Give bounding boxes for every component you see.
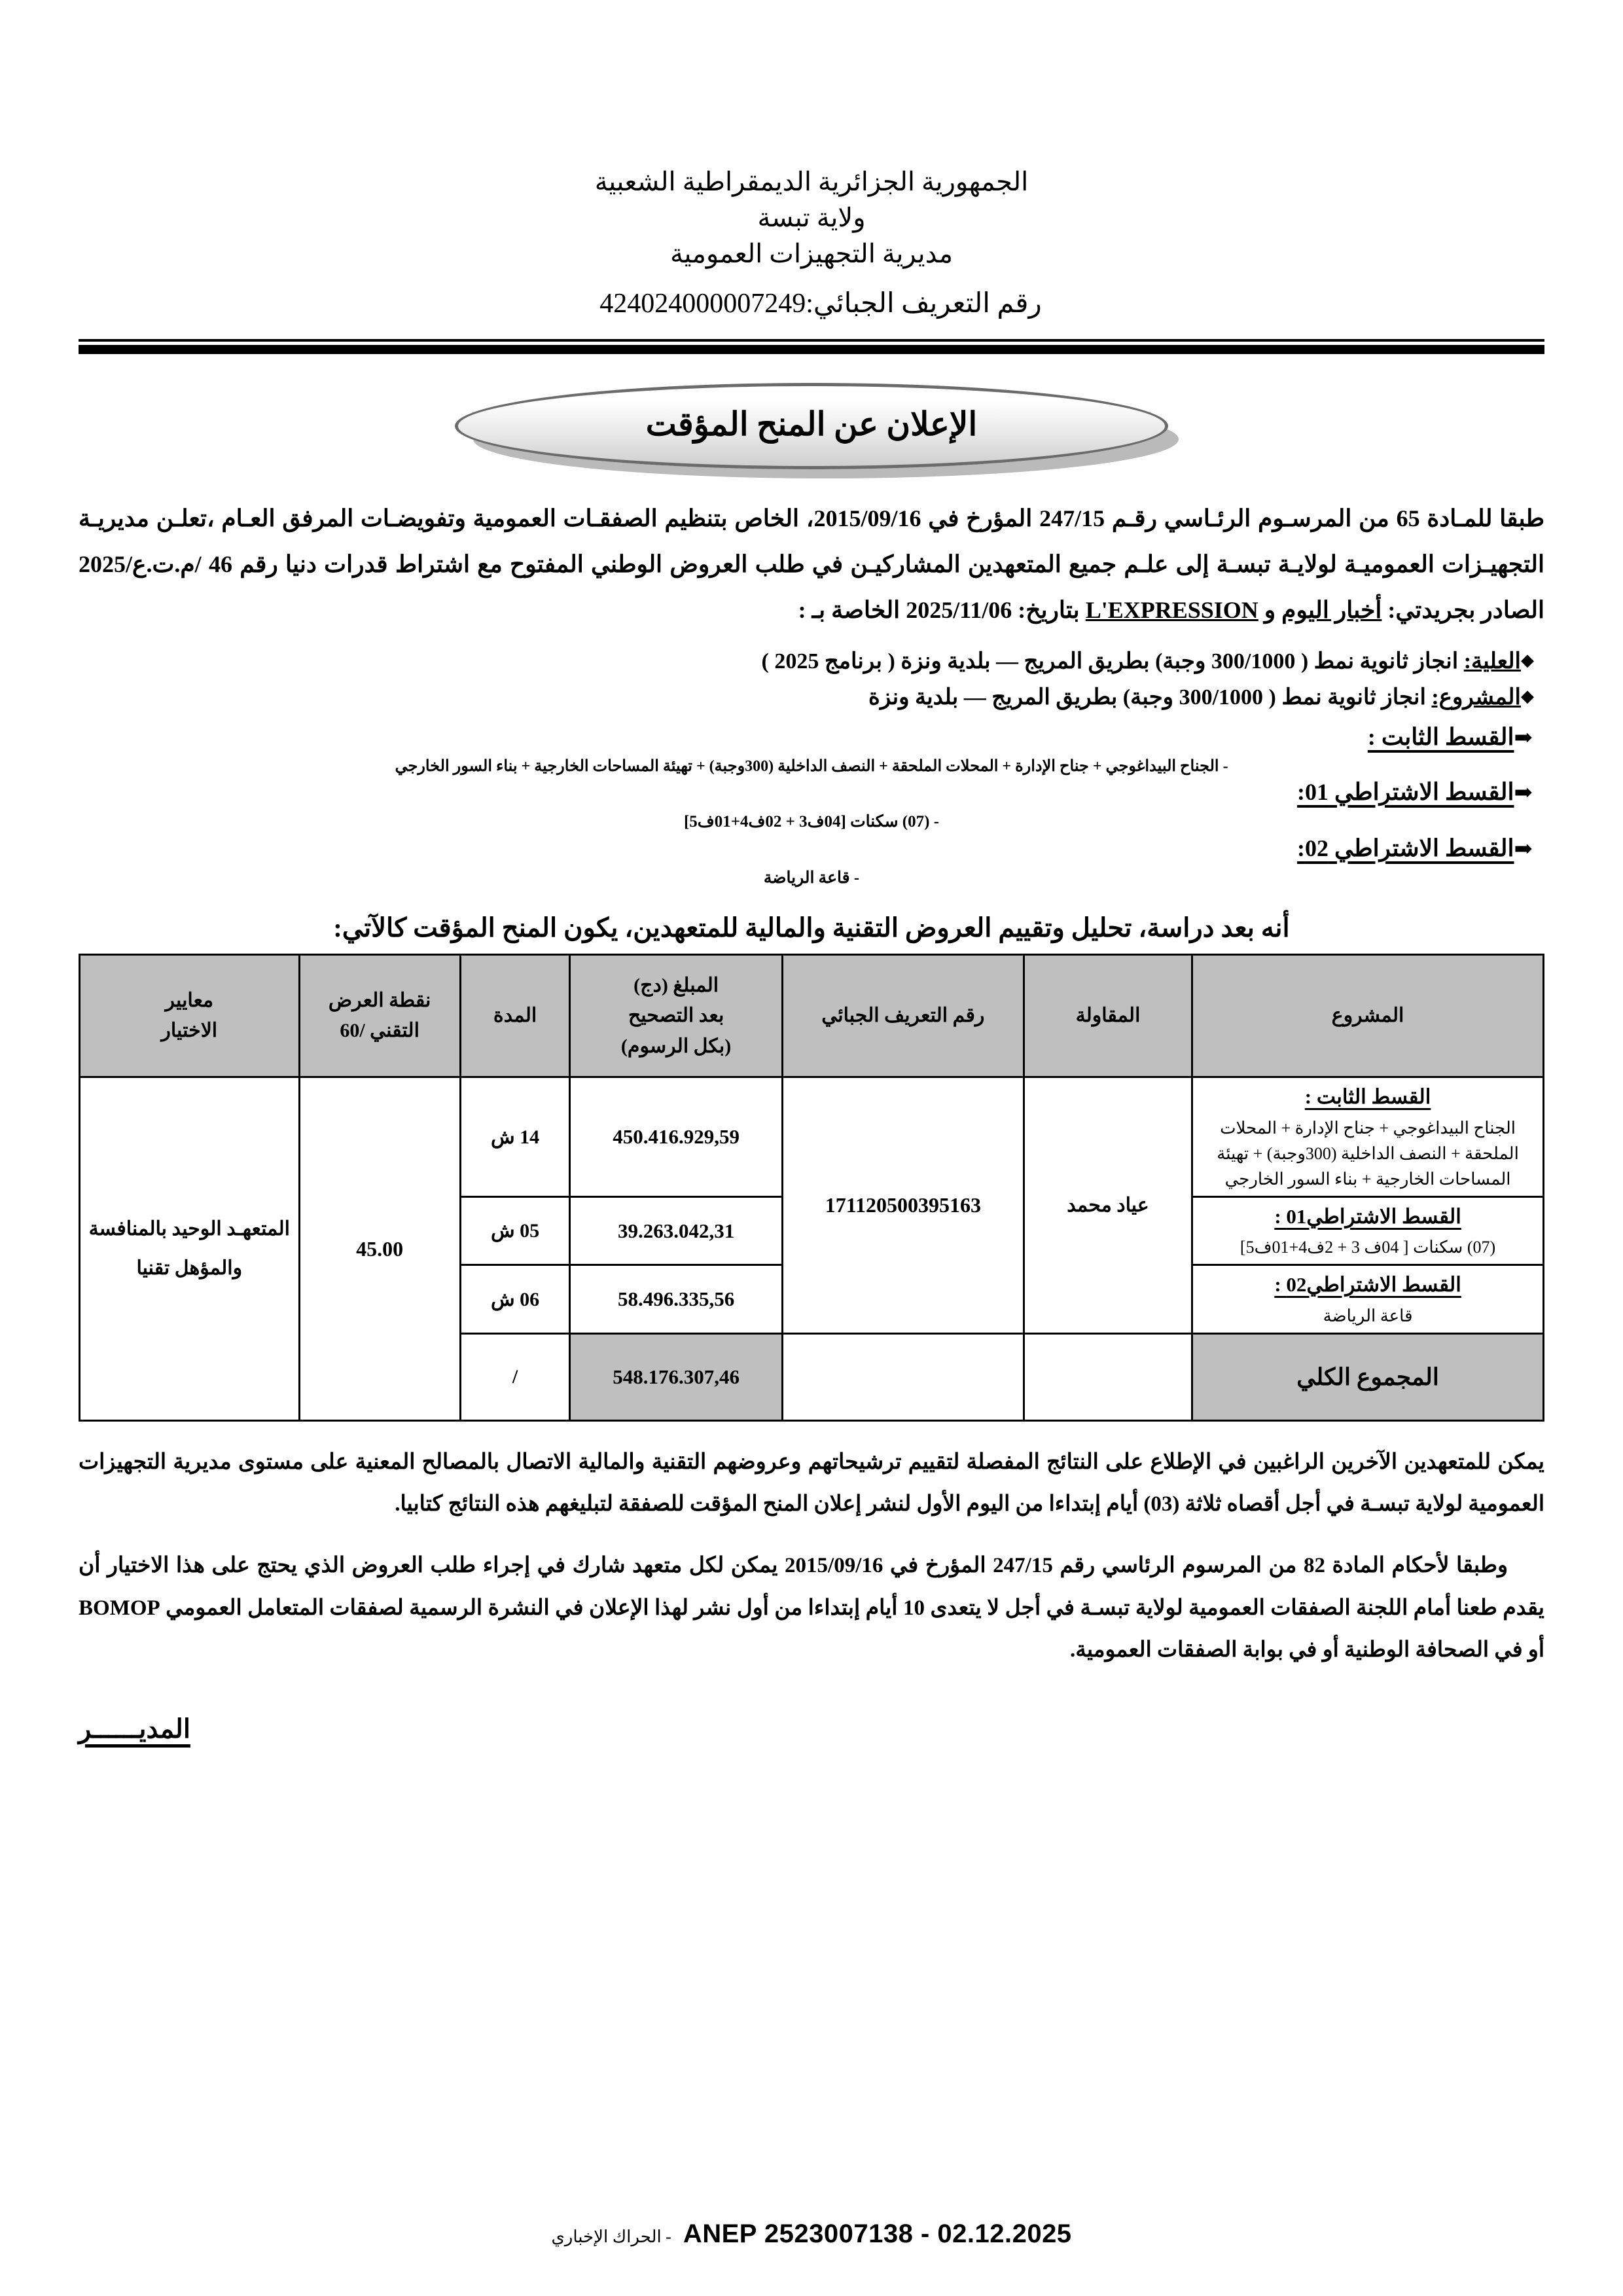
arrow-right-icon: ➡	[1514, 726, 1533, 751]
cell-contractor: عياد محمد	[1024, 1077, 1192, 1334]
lot-title-optional-02: القسط الاشتراطي 02:	[1296, 834, 1514, 861]
cell-duration-fixed: 14 ش	[460, 1077, 570, 1197]
column-header-project: المشروع	[1192, 955, 1544, 1077]
lot-detail-optional-02: - قاعة الرياضة	[763, 869, 860, 887]
cell-amount-optional-01: 39.263.042,31	[570, 1196, 782, 1265]
cell-duration-optional-01: 05 ش	[460, 1196, 570, 1265]
tax-id-number: 424024000007249	[599, 288, 806, 319]
operation-label: العلية:	[1463, 649, 1521, 674]
title-banner-zone	[79, 383, 1544, 469]
signature-holder	[79, 1713, 1544, 1744]
total-amount: 548.176.307,46	[570, 1333, 782, 1420]
cell-lot-detail: قاعة الرياضة	[1323, 1306, 1413, 1325]
cell-nif: 171120500395163	[782, 1077, 1024, 1334]
cell-lot-detail: الجناح البيداغوجي + جناح الإدارة + المحلات الملحقة + النصف الداخلية (300وجبة) + تهيئة المساحات الخارجية + بناء السور الخارجي	[1217, 1118, 1519, 1189]
newspaper-name-ar: أخبار اليوم	[1281, 596, 1382, 623]
award-table	[79, 954, 1544, 1422]
operation-text	[761, 643, 1521, 679]
column-header-nif: رقم التعريف الجبائي	[782, 955, 1024, 1077]
cell-amount-optional-02: 58.496.335,56	[570, 1265, 782, 1334]
intro-line-3f: الخاصة بـ :	[798, 596, 901, 623]
signature-block	[79, 1713, 1544, 1744]
table-intro-sentence: أنه بعد دراسة، تحليل وتقييم العروض التقنية والمالية للمتعهدين، يكون المنح المؤقت كالآتي:	[333, 913, 1290, 943]
wilaya-line: ولاية تبسة	[757, 203, 866, 233]
tax-id-label: رقم التعريف الجبائي:	[806, 288, 1042, 319]
footer-p2-line-1: وطبقا لأحكام المادة 82 من المرسوم الرئاسي رقم 247/15 المؤرخ في 2015/09/16 يمكن لكل متعهد شارك في إجراء طلب العروض الذي يحتج على هذا	[175, 1554, 1508, 1578]
tax-id-row	[79, 287, 1544, 319]
list-item	[79, 679, 1544, 715]
lot-heading-row	[79, 834, 1544, 862]
column-header-amount	[570, 955, 782, 1077]
lot-block-optional-02	[79, 834, 1544, 891]
lots-section	[79, 723, 1544, 890]
criteria-header-line-1: معايير	[165, 989, 214, 1011]
lot-heading-row	[79, 723, 1544, 751]
footer-p2-line-3: لصفقات المتعامل العمومي BOMOP أو في الصحافة الوطنية أو في بوابة الصفقات العمومية.	[79, 1596, 1544, 1662]
criteria-header-line-2: الاختيار	[161, 1020, 218, 1042]
lot-title-fixed: القسط الثابت :	[1367, 724, 1514, 751]
cell-amount-fixed: 450.416.929,59	[570, 1077, 782, 1197]
lot-block-fixed	[79, 723, 1544, 778]
column-header-contractor: المقاولة	[1024, 955, 1192, 1077]
cell-project-optional-02	[1192, 1265, 1544, 1334]
table-header-row	[80, 955, 1544, 1077]
table-row	[80, 1077, 1544, 1197]
publication-date: بتاريخ: 2025/11/06	[906, 596, 1080, 623]
footer-p1-line-3: كتابيا.	[395, 1492, 443, 1516]
intro-line-1: طبقا للمـادة 65 من المرسـوم الرئـاسي رقـم 247/15 المؤرخ في 2015/09/16، الخاص بتنظيم الصفقـات العمومية وتفويضـات المرفق	[282, 505, 1544, 531]
newspaper-name-fr: L'EXPRESSION	[1085, 596, 1258, 623]
cell-duration-optional-02: 06 ش	[460, 1265, 570, 1334]
cell-selection-criteria: المتعهـد الوحيد بالمنافسة والمؤهل تقنيا	[80, 1077, 300, 1421]
amount-header-line-2: بعد التصحيح	[628, 1005, 724, 1027]
arrow-right-icon: ➡	[1514, 836, 1533, 861]
score-header-line-1: نقطة العرض	[328, 989, 431, 1011]
amount-header-line-1: المبلغ (دج)	[633, 974, 719, 996]
operation-bullet-list	[79, 643, 1544, 715]
footer-paragraph-1	[79, 1441, 1544, 1526]
footer-p1-line-2: مديرية التجهيزات العمومية لولاية تبسـة في أجل أقصاه ثلاثة (03) أيام إبتداءا من اليوم الأول لنشر إعلان المنح المؤقت للصفقة لتبليغهم هذه النتائج	[79, 1450, 1544, 1516]
directorate-line: مديرية التجهيزات العمومية	[669, 239, 954, 269]
page-content	[79, 0, 1544, 2296]
project-text	[868, 679, 1521, 715]
republic-line: الجمهورية الجزائرية الديمقراطية الشعبية	[594, 167, 1029, 196]
cell-project-fixed	[1192, 1077, 1544, 1197]
lot-title-optional-01: القسط الاشتراطي 01:	[1296, 779, 1514, 806]
lot-detail-fixed: - الجناح البيداغوجي + جناح الإدارة + المحلات الملحقة + النصف الداخلية (300وجبة) + تهيئة المساحات الخارجية + بناء السور الخارجي	[395, 758, 1228, 776]
total-contractor-blank	[1024, 1333, 1192, 1420]
column-header-criteria	[80, 955, 300, 1077]
cell-lot-detail: (07) سكنات [ 04ف 3 + 2ف4+01ف5]	[1240, 1238, 1496, 1257]
diamond-bullet-icon: ◆	[1521, 651, 1534, 670]
anep-source: - الحراك الإخباري	[551, 2227, 671, 2246]
intro-line-3a: اشتراط قدرات دنيا رقم 46 /م.ت.ع/2025 الصادر بجريدتي:	[79, 550, 1544, 623]
lot-detail-optional-01: - (07) سكنات [04ف3 + 02ف4+01ف5]	[683, 813, 940, 831]
project-label: المشروع:	[1431, 685, 1521, 710]
project-value: انجاز ثانوية نمط ( 300/1000 وجبة) بطريق المريج — بلدية ونزة	[868, 685, 1426, 710]
signature-director-label: المديــــــر	[79, 1713, 190, 1744]
announcement-title: الإعلان عن المنح المؤقت	[645, 405, 978, 442]
title-oval-shape	[455, 383, 1168, 469]
diamond-bullet-icon: ◆	[1521, 687, 1534, 706]
total-label: المجموع الكلي	[1192, 1333, 1544, 1420]
arrow-right-icon: ➡	[1514, 781, 1533, 806]
footer-p2-line-2: الاختيار أن يقدم طعنا أمام اللجنة الصفقات العمومية لولاية تبسـة في أجل لا يتعدى 10 أيام إبتداءا من أول نشر لهذا الإعلان في النشرة الرسمية	[79, 1554, 1544, 1620]
total-nif-blank	[782, 1333, 1024, 1420]
total-duration: /	[460, 1333, 570, 1420]
divider-thick-rule	[79, 345, 1544, 354]
cell-project-optional-01	[1192, 1196, 1544, 1265]
anep-footer	[79, 2219, 1544, 2249]
masthead	[79, 0, 1544, 272]
column-header-score	[299, 955, 460, 1077]
header-divider	[79, 339, 1544, 354]
cell-lot-label: القسط الثابت :	[1304, 1085, 1431, 1109]
list-item	[79, 643, 1544, 679]
lot-block-optional-01	[79, 778, 1544, 834]
footer-paragraph-2	[79, 1545, 1544, 1671]
column-header-duration: المدة	[460, 955, 570, 1077]
footer-p1-line-1: يمكن للمتعهدين الآخرين الراغبين في الإطلاع على النتائج المفصلة لتقييم ترشيحاتهم وعروضهم التقنية والمالية الاتصال بالمصالح المعنية على مستوى	[238, 1450, 1544, 1474]
score-header-line-2: التقني /60	[340, 1020, 419, 1042]
intro-paragraph	[79, 495, 1544, 634]
cell-lot-label: القسط الاشتراطي02 :	[1274, 1273, 1461, 1297]
intro-line-2: العـام ،تعلـن مديريـة التجهيـزات العموميـة لولايـة تبسـة إلى علـم جميع المتعهدين المشاركيـن في طلب العروض الوطني المفتوح مع	[79, 505, 1544, 577]
anep-code: ANEP 2523007138 - 02.12.2025	[683, 2219, 1072, 2248]
cell-technical-score: 45.00	[299, 1077, 460, 1421]
lot-heading-row	[79, 778, 1544, 806]
cell-lot-label: القسط الاشتراطي01 :	[1274, 1204, 1461, 1228]
amount-header-line-3: (بكل الرسوم)	[620, 1035, 732, 1057]
intro-conjunction: و	[1264, 596, 1276, 623]
operation-value: انجاز ثانوية نمط ( 300/1000 وجبة) بطريق المريج — بلدية ونزة ( برنامج 2025 )	[761, 649, 1459, 674]
